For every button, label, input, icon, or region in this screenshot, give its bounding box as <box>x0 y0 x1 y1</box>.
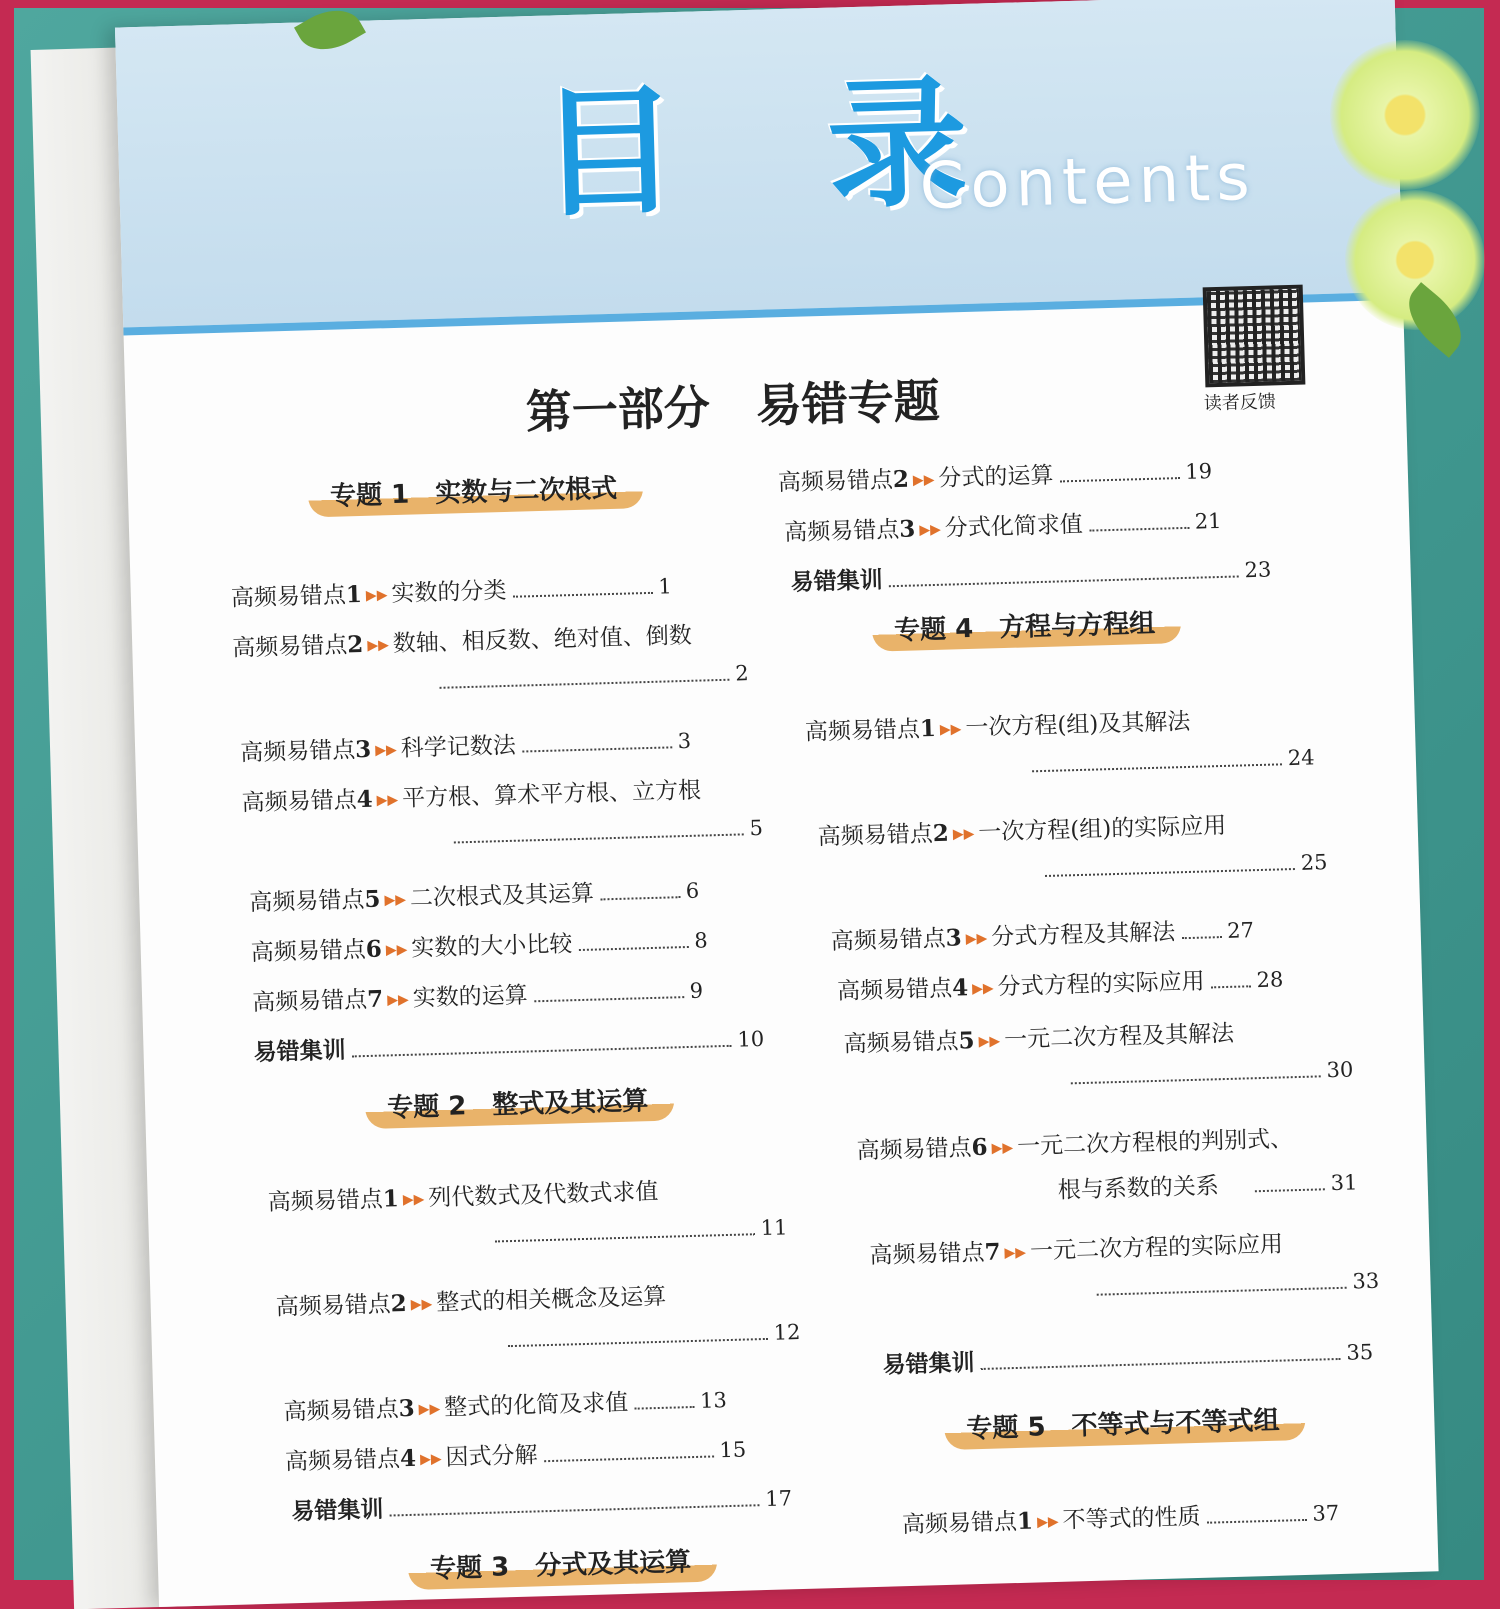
dot-leader <box>1210 975 1250 988</box>
arrow-icon: ▶▶ <box>965 930 988 948</box>
arrow-icon: ▶▶ <box>919 521 942 539</box>
entry-page: 23 <box>1244 557 1272 583</box>
entry-title: 列代数式及代数式求值 <box>427 1178 659 1212</box>
dot-leader <box>980 1348 1340 1370</box>
entry-title: 因式分解 <box>445 1442 538 1471</box>
dot-leader <box>634 1396 694 1410</box>
entry-page: 24 <box>1287 745 1315 771</box>
entry-title: 一元二次方程及其解法 <box>1003 1020 1235 1054</box>
entry-prefix: 高频易错点 <box>817 821 934 851</box>
entry-number: 3 <box>398 1394 416 1423</box>
toc-entry-continuation[interactable] <box>488 1214 787 1248</box>
entry-title: 实数的分类 <box>391 577 507 608</box>
toc-entry-continuation[interactable] <box>1090 1268 1379 1302</box>
entry-title: 一次方程(组)的实际应用 <box>977 812 1227 846</box>
dot-leader <box>578 936 688 951</box>
arrow-icon: ▶▶ <box>418 1401 441 1418</box>
entry-title: 分式方程的实际应用 <box>997 968 1205 1001</box>
entry-page: 33 <box>1352 1268 1380 1294</box>
arrow-icon: ▶▶ <box>1036 1513 1059 1531</box>
entry-prefix: 高频易错点 <box>830 925 947 955</box>
qr-label: 读者反馈 <box>1203 391 1277 415</box>
contents-page <box>115 0 1439 1607</box>
entry-prefix: 高频易错点 <box>284 1446 401 1476</box>
entry-title: 分式的运算 <box>938 462 1054 492</box>
topic-1-heading: 专题 1 实数与二次根式 <box>308 468 644 517</box>
entry-page: 25 <box>1300 850 1328 875</box>
entry-page: 1 <box>658 574 673 599</box>
entry-number: 6 <box>365 935 383 963</box>
topic-2-heading: 专题 2 整式及其运算 <box>365 1080 675 1129</box>
entry-title: 分式方程及其解法 <box>990 919 1176 951</box>
open-book <box>30 0 1500 1589</box>
page-title: 目 录 <box>536 60 1020 237</box>
arrow-icon: ▶▶ <box>365 587 388 604</box>
arrow-icon: ▶▶ <box>367 637 390 654</box>
entry-page: 28 <box>1256 967 1284 993</box>
dot-leader <box>1181 926 1221 939</box>
entry-number: 2 <box>892 465 910 494</box>
arrow-icon: ▶▶ <box>1004 1244 1027 1262</box>
entry-prefix: 易错集训 <box>253 1036 346 1067</box>
toc-entry-continuation[interactable] <box>433 660 749 695</box>
entry-page: 13 <box>699 1388 728 1413</box>
entry-prefix: 高频易错点 <box>869 1239 985 1270</box>
dot-leader <box>389 1494 759 1516</box>
entry-title: 实数的运算 <box>412 982 529 1012</box>
entry-prefix: 高频易错点 <box>250 936 367 967</box>
entry-number: 5 <box>958 1027 975 1055</box>
toc-entry[interactable] <box>253 1020 764 1067</box>
entry-title: 不等式的性质 <box>1062 1503 1201 1534</box>
arrow-icon: ▶▶ <box>375 742 398 759</box>
dot-leader <box>512 582 652 598</box>
part-title: 第一部分 易错专题 <box>525 373 941 440</box>
toc-entry[interactable] <box>291 1479 792 1526</box>
entry-prefix: 高频易错点 <box>275 1291 392 1321</box>
arrow-icon: ▶▶ <box>384 891 407 909</box>
entry-page: 12 <box>773 1320 801 1345</box>
arrow-icon: ▶▶ <box>952 825 975 843</box>
toc-entry-continuation[interactable] <box>1057 1163 1358 1204</box>
dot-leader <box>889 565 1239 587</box>
entry-prefix: 高频易错点 <box>901 1509 1018 1539</box>
entry-page: 30 <box>1326 1057 1354 1083</box>
dot-leader <box>1032 753 1282 772</box>
entry-number: 4 <box>356 785 374 814</box>
entry-title: 一元二次方程根的判别式、 <box>1016 1126 1294 1160</box>
dot-leader <box>1059 467 1179 482</box>
toc-entry-continuation[interactable] <box>1026 744 1315 778</box>
entry-number: 7 <box>366 985 384 1013</box>
dot-leader <box>600 886 680 900</box>
toc-entry[interactable] <box>790 551 1271 597</box>
entry-number: 1 <box>345 580 363 609</box>
entry-number: 1 <box>1016 1507 1034 1536</box>
entry-number: 4 <box>399 1444 417 1473</box>
dot-leader <box>508 1328 768 1347</box>
entry-page: 9 <box>689 978 704 1003</box>
entry-prefix: 易错集训 <box>291 1495 384 1526</box>
toc-entry[interactable] <box>230 567 672 612</box>
toc-entry[interactable] <box>869 1225 1283 1270</box>
toc-entry[interactable] <box>777 452 1212 497</box>
entry-page: 6 <box>685 878 700 904</box>
arrow-icon: ▶▶ <box>912 471 935 489</box>
entry-prefix: 易错集训 <box>882 1349 975 1379</box>
entry-title-line2: 根与系数的关系 <box>1057 1173 1220 1204</box>
dot-leader <box>351 1035 731 1058</box>
entry-prefix: 高频易错点 <box>856 1135 972 1165</box>
entry-number: 2 <box>390 1289 408 1318</box>
entry-page: 10 <box>737 1026 765 1052</box>
flower-decoration <box>1330 40 1480 190</box>
entry-number: 5 <box>364 885 381 913</box>
dot-leader <box>1071 1065 1321 1084</box>
topic-4-heading: 专题 4 方程与方程组 <box>872 603 1182 652</box>
toc-entry[interactable] <box>856 1120 1293 1165</box>
arrow-icon: ▶▶ <box>419 1451 442 1468</box>
entry-prefix: 高频易错点 <box>283 1396 400 1426</box>
entry-page: 8 <box>693 928 708 953</box>
toc-entry[interactable] <box>275 1278 666 1322</box>
entry-number: 1 <box>919 714 937 743</box>
entry-page: 35 <box>1346 1340 1374 1365</box>
entry-prefix: 高频易错点 <box>843 1028 959 1058</box>
toc-entry[interactable] <box>285 1431 747 1477</box>
entry-page: 37 <box>1312 1501 1340 1526</box>
entry-page: 17 <box>764 1486 793 1512</box>
entry-prefix: 高频易错点 <box>249 887 365 917</box>
entry-number: 7 <box>984 1238 1001 1266</box>
toc-entry[interactable] <box>250 921 708 967</box>
entry-title: 一次方程(组)及其解法 <box>965 708 1191 742</box>
entry-title: 数轴、相反数、绝对值、倒数 <box>392 622 693 658</box>
entry-page: 21 <box>1194 508 1222 534</box>
toc-entry[interactable] <box>249 872 700 918</box>
toc-entry-continuation[interactable] <box>447 815 763 850</box>
qr-code-icon <box>1203 285 1306 388</box>
toc-entry[interactable] <box>232 617 692 663</box>
entry-prefix: 高频易错点 <box>777 467 894 497</box>
toc-entry[interactable] <box>882 1333 1373 1380</box>
entry-number: 2 <box>932 819 950 848</box>
entry-title: 二次根式及其运算 <box>409 880 595 912</box>
page-subtitle: Contents <box>918 140 1257 225</box>
entry-title: 整式的化简及求值 <box>443 1389 629 1421</box>
entry-prefix: 高频易错点 <box>239 737 356 767</box>
dot-leader <box>1255 1178 1325 1192</box>
entry-page: 19 <box>1185 459 1213 484</box>
toc-entry[interactable] <box>830 911 1254 956</box>
topic-3-heading: 专题 3 分式及其运算 <box>408 1541 718 1590</box>
entry-page: 3 <box>677 728 692 754</box>
toc-entry[interactable] <box>784 502 1222 547</box>
entry-prefix: 高频易错点 <box>836 975 953 1005</box>
arrow-icon: ▶▶ <box>402 1191 425 1209</box>
arrow-icon: ▶▶ <box>971 980 994 998</box>
entry-title: 一元二次方程的实际应用 <box>1029 1231 1284 1265</box>
toc-entry[interactable] <box>283 1381 727 1426</box>
dot-leader <box>1045 858 1295 877</box>
entry-page: 5 <box>749 815 764 841</box>
toc-entry[interactable] <box>902 1494 1340 1539</box>
entry-number: 3 <box>945 924 963 952</box>
entry-title: 科学记数法 <box>400 732 517 762</box>
entry-prefix: 易错集训 <box>790 566 884 596</box>
entry-number: 1 <box>382 1185 400 1213</box>
dot-leader <box>543 1445 713 1462</box>
arrow-icon: ▶▶ <box>978 1033 1001 1050</box>
entry-number: 3 <box>354 735 372 764</box>
page-header <box>115 0 1403 336</box>
topic-5-heading: 专题 5 不等式与不等式组 <box>944 1400 1306 1450</box>
toc-entry[interactable] <box>241 772 701 818</box>
toc-entry[interactable] <box>240 722 692 768</box>
dot-leader <box>1096 1277 1346 1296</box>
entry-page: 15 <box>719 1437 747 1463</box>
entry-number: 4 <box>951 974 969 1002</box>
toc-entry-continuation[interactable] <box>1064 1056 1353 1090</box>
toc-entry[interactable] <box>267 1173 658 1217</box>
entry-title: 实数的大小比较 <box>411 931 573 962</box>
toc-entry[interactable] <box>843 1015 1234 1059</box>
entry-title: 分式化简求值 <box>944 511 1084 542</box>
entry-prefix: 高频易错点 <box>267 1186 384 1216</box>
entry-prefix: 高频易错点 <box>231 632 348 662</box>
toc-entry-continuation[interactable] <box>501 1319 800 1353</box>
entry-number: 3 <box>898 515 916 543</box>
dot-leader <box>522 736 672 752</box>
entry-prefix: 高频易错点 <box>230 582 347 612</box>
entry-number: 2 <box>346 630 364 659</box>
arrow-icon: ▶▶ <box>410 1296 433 1313</box>
entry-page: 11 <box>760 1215 788 1241</box>
entry-prefix: 高频易错点 <box>241 787 357 817</box>
dot-leader <box>534 986 684 1002</box>
dot-leader <box>454 823 744 843</box>
dot-leader <box>495 1223 755 1242</box>
arrow-icon: ▶▶ <box>991 1139 1014 1157</box>
dot-leader <box>439 669 729 689</box>
dot-leader <box>1089 517 1189 532</box>
entry-prefix: 高频易错点 <box>804 716 921 746</box>
entry-title: 整式的相关概念及运算 <box>435 1283 667 1317</box>
entry-number: 6 <box>971 1133 988 1162</box>
entry-page: 27 <box>1226 918 1255 943</box>
toc-entry-continuation[interactable] <box>1038 849 1327 883</box>
arrow-icon: ▶▶ <box>385 941 408 959</box>
toc-entry[interactable] <box>817 807 1226 851</box>
entry-page: 2 <box>734 661 749 686</box>
toc-entry[interactable] <box>804 703 1190 747</box>
entry-title: 平方根、算术平方根、立方根 <box>401 777 702 812</box>
entry-page: 31 <box>1330 1170 1358 1196</box>
toc-entry[interactable] <box>837 960 1284 1005</box>
arrow-icon: ▶▶ <box>939 721 962 738</box>
arrow-icon: ▶▶ <box>376 792 399 809</box>
arrow-icon: ▶▶ <box>387 991 410 1009</box>
entry-prefix: 高频易错点 <box>251 986 368 1017</box>
toc-entry[interactable] <box>252 972 704 1018</box>
dot-leader <box>1206 1509 1306 1524</box>
entry-prefix: 高频易错点 <box>783 516 900 547</box>
